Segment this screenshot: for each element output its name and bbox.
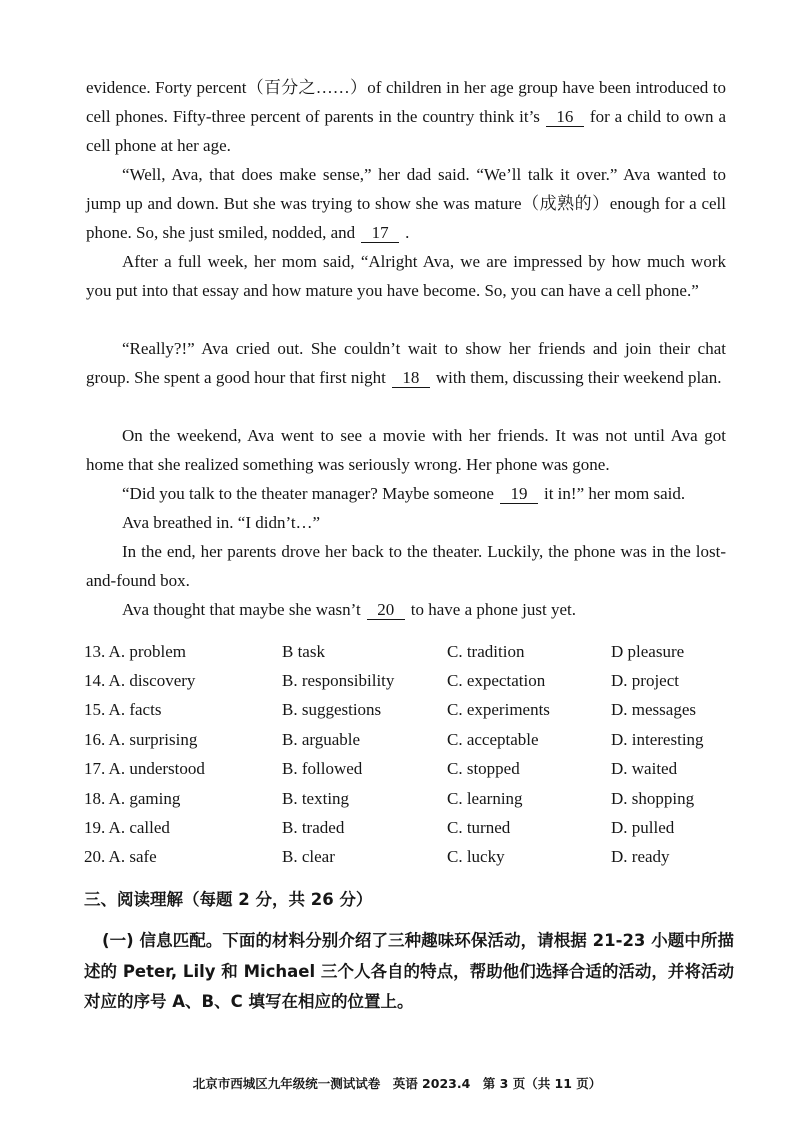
option-b: B. clear [282, 847, 335, 867]
paragraph-text: for a child to own a cell phone at her age. [86, 107, 726, 156]
passage-paragraph-6 [86, 479, 726, 508]
passage-paragraph-7 [86, 508, 726, 537]
option-a: 13. A. problem [84, 641, 186, 661]
passage-paragraph-3 [86, 247, 726, 305]
option-c: C. lucky [447, 847, 505, 867]
paragraph-text: evidence. Forty percent（百分之……）of children in her age group have been introduced to cell phones. Fifty-three percent of parents in the country think it’s [86, 78, 726, 127]
option-row-14 [84, 666, 744, 695]
option-row-16 [84, 725, 744, 754]
option-b: B. traded [282, 818, 345, 838]
paragraph-text: Ava thought that maybe she wasn’t [122, 600, 361, 619]
blank-19: 19 [500, 485, 538, 504]
page-footer: 北京市西城区九年级统一测试试卷 英语 2023.4 第 3 页（共 11 页） [192, 1076, 602, 1091]
option-d: D. project [611, 671, 679, 691]
option-d: D. messages [611, 700, 696, 720]
option-a: 20. A. safe [84, 847, 157, 867]
option-b: B. followed [282, 759, 363, 779]
option-row-15 [84, 696, 744, 725]
passage-paragraph-4 [86, 334, 726, 392]
paragraph-text: “Really?!” Ava cried out. She couldn’t wait to show her friends and join their chat group. She spent a good hour that first night [86, 339, 726, 388]
paragraph-text: . [405, 223, 410, 243]
option-row-13 [84, 637, 744, 666]
option-a: 17. A. understood [84, 759, 205, 779]
option-d: D. pulled [611, 818, 675, 838]
option-c: C. acceptable [447, 729, 539, 749]
paragraph-text: “Did you talk to the theater manager? Maybe someone [122, 484, 494, 503]
option-b: B. arguable [282, 729, 361, 749]
paragraph-text: “Well, Ava, that does make sense,” her dad said. “We’ll talk it over.” Ava wanted to jump up and down. But she was trying to show she was mature（成熟的）enough for a cell phone. So, she just smiled, nodded, and [86, 165, 726, 243]
option-b: B. responsibility [282, 671, 395, 691]
option-row-18 [84, 784, 744, 813]
option-d: D. waited [611, 759, 678, 779]
option-c: C. learning [447, 788, 523, 808]
option-d: D. ready [611, 847, 670, 867]
passage-paragraph-8 [86, 537, 726, 595]
option-a: 18. A. gaming [84, 788, 181, 808]
option-row-17 [84, 755, 744, 784]
passage-paragraph-2 [86, 160, 726, 248]
option-b: B. texting [282, 788, 350, 808]
blank-17: 17 [361, 224, 399, 243]
paragraph-text: it in!” her mom said. [543, 484, 686, 503]
option-row-20 [84, 843, 744, 872]
instructions-text: (一) 信息匹配。下面的材料分别介绍了三种趣味环保活动，请根据 21-23 小题中所描述的 Peter, Lily 和 Michael 三个人各自的特点，帮助他们选择合适的活动，并将活动对应的序号 A、B、C 填写在相应的位置上。 [84, 931, 734, 1011]
passage-paragraph-5 [86, 421, 726, 479]
passage-paragraph-1 [86, 73, 726, 161]
option-a: 19. A. called [84, 818, 170, 838]
option-b: B task [282, 641, 325, 661]
option-d: D. shopping [611, 788, 695, 808]
section-title: 三、阅读理解（每题 2 分，共 26 分） [84, 890, 373, 909]
paragraph-text: After a full week, her mom said, “Alright Ava, we are impressed by how much work you put into that essay and how mature you have become. So, you can have a cell phone.” [86, 252, 726, 301]
option-d: D pleasure [611, 641, 685, 661]
paragraph-text: Ava breathed in. “I didn’t…” [122, 513, 321, 532]
option-a: 14. A. discovery [84, 671, 196, 691]
answer-options [84, 637, 744, 872]
blank-16: 16 [546, 108, 584, 127]
option-c: C. experiments [447, 700, 550, 720]
option-b: B. suggestions [282, 700, 382, 720]
option-a: 16. A. surprising [84, 729, 198, 749]
paragraph-text: to have a phone just yet. [410, 600, 576, 619]
option-c: C. turned [447, 818, 511, 838]
section-instructions [84, 926, 734, 1018]
option-c: C. tradition [447, 641, 525, 661]
option-d: D. interesting [611, 729, 704, 749]
option-row-19 [84, 813, 744, 842]
option-c: C. expectation [447, 671, 546, 691]
blank-18: 18 [392, 369, 430, 388]
paragraph-text: with them, discussing their weekend plan. [435, 368, 722, 388]
option-c: C. stopped [447, 759, 520, 779]
paragraph-text: In the end, her parents drove her back to the theater. Luckily, the phone was in the lost-and-found box. [86, 542, 726, 591]
blank-20: 20 [367, 601, 405, 620]
paragraph-text: On the weekend, Ava went to see a movie with her friends. It was not until Ava got home that she realized something was seriously wrong. Her phone was gone. [86, 426, 726, 475]
option-a: 15. A. facts [84, 700, 162, 720]
passage-paragraph-9 [86, 595, 726, 624]
